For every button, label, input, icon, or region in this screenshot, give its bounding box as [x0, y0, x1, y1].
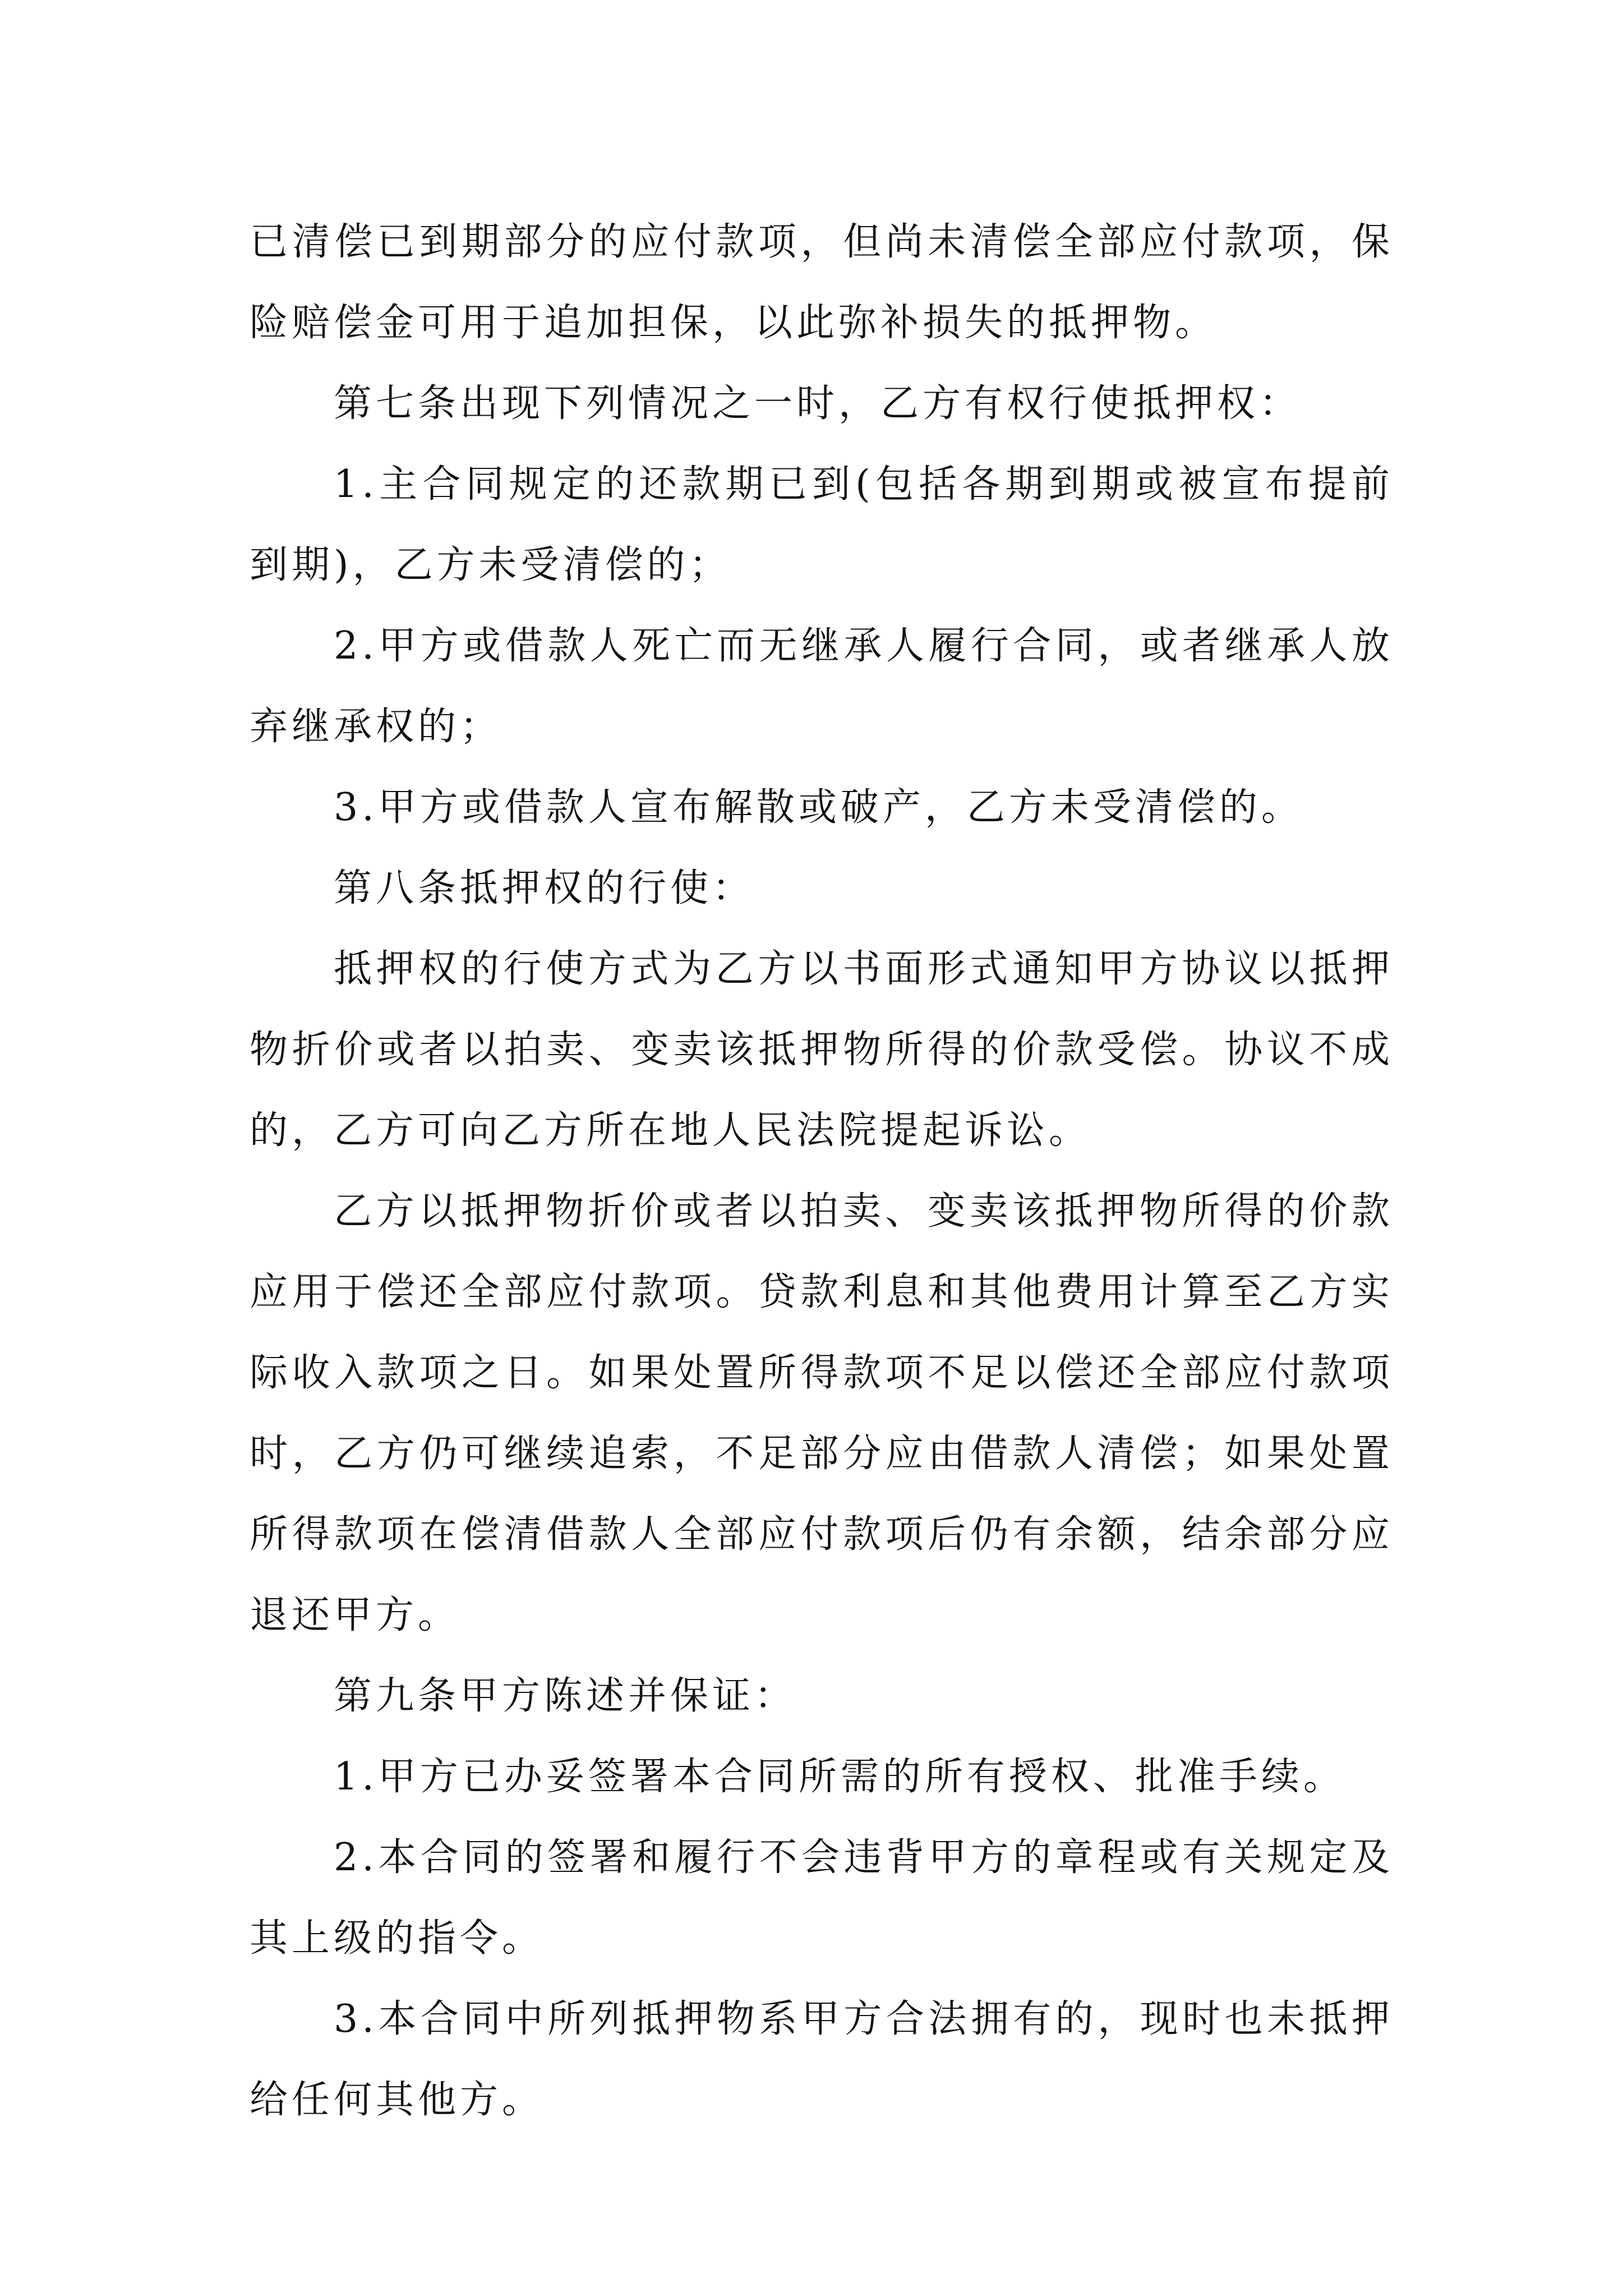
article-9-item-3: 3.本合同中所列抵押物系甲方合法拥有的，现时也未抵押给任何其他方。 [250, 1997, 1394, 2122]
article-7-item-3: 3.甲方或借款人宣布解散或破产，乙方未受清偿的。 [334, 785, 1303, 830]
document-body [250, 202, 1394, 2141]
article-9-item-2: 2.本合同的签署和履行不会违背甲方的章程或有关规定及其上级的指令。 [250, 1835, 1394, 1961]
article-8-paragraph-1: 抵押权的行使方式为乙方以书面形式通知甲方协议以抵押物折价或者以拍卖、变卖该抵押物所得的价款受偿。协议不成的，乙方可向乙方所在地人民法院提起诉讼。 [250, 947, 1394, 1153]
article-9-heading: 第九条甲方陈述并保证： [334, 1674, 797, 1718]
paragraph-continuation: 已清偿已到期部分的应付款项，但尚未清偿全部应付款项，保险赔偿金可用于追加担保，以此弥补损失的抵押物。 [250, 220, 1394, 345]
article-7-item-1: 1.主合同规定的还款期已到(包括各期到期或被宣布提前到期)，乙方未受清偿的； [250, 462, 1394, 587]
article-9-item-1: 1.甲方已办妥签署本合同所需的所有授权、批准手续。 [334, 1755, 1345, 1799]
article-8-paragraph-2: 乙方以抵押物折价或者以拍卖、变卖该抵押物所得的价款应用于偿还全部应付款项。贷款利息和其他费用计算至乙方实际收入款项之日。如果处置所得款项不足以偿还全部应付款项时，乙方仍可继续追索，不足部分应由借款人清偿；如果处置所得款项在偿清借款人全部应付款项后仍有余额，结余部分应退还甲方。 [250, 1189, 1394, 1637]
article-7-heading: 第七条出现下列情况之一时，乙方有权行使抵押权： [334, 381, 1302, 426]
article-7-item-2: 2.甲方或借款人死亡而无继承人履行合同，或者继承人放弃继承权的； [250, 624, 1394, 749]
article-8-heading: 第八条抵押权的行使： [334, 866, 755, 910]
